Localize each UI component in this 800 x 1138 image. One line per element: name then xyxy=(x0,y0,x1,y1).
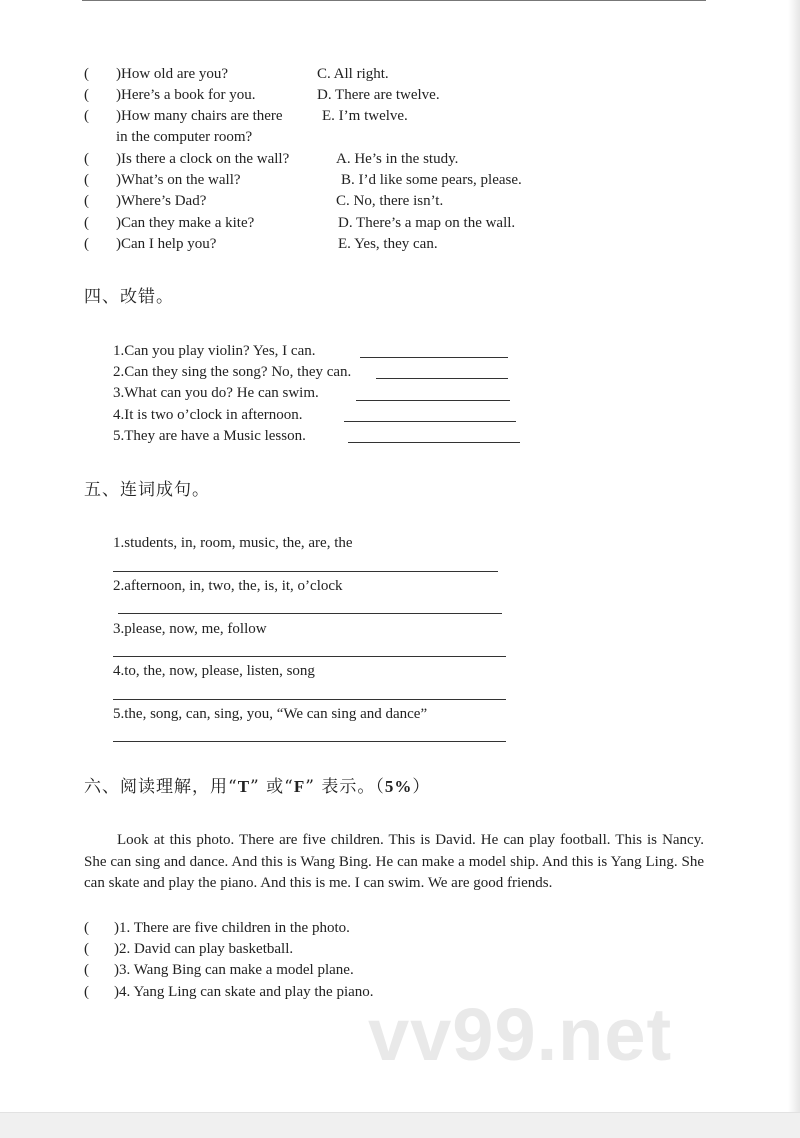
answer-line[interactable] xyxy=(344,421,516,422)
paren: ( xyxy=(84,193,89,209)
list-item: 1.students, in, room, music, the, are, the xyxy=(113,535,353,551)
answer-line[interactable] xyxy=(113,699,506,700)
question: )1. There are five children in the photo. xyxy=(114,920,350,936)
list-item: 2.Can they sing the song? No, they can. xyxy=(113,364,352,380)
answer: E. I’m twelve. xyxy=(322,108,408,124)
answer-line[interactable] xyxy=(113,571,498,572)
watermark: vv99.net xyxy=(368,993,673,1076)
paren: ( xyxy=(84,87,89,103)
paren: ( xyxy=(84,66,89,82)
question: )Here’s a book for you. xyxy=(116,87,256,103)
list-item: 3.What can you do? He can swim. xyxy=(113,385,319,401)
question: )Can I help you? xyxy=(116,236,217,252)
paren: ( xyxy=(84,151,89,167)
title-end: ） xyxy=(412,777,431,797)
top-rule xyxy=(82,0,706,1)
answer: D. There are twelve. xyxy=(317,87,440,103)
question: )3. Wang Bing can make a model plane. xyxy=(114,962,354,978)
question: )What’s on the wall? xyxy=(116,172,241,188)
answer: B. I’d like some pears, please. xyxy=(341,172,522,188)
question: )Can they make a kite? xyxy=(116,215,255,231)
answer: D. There’s a map on the wall. xyxy=(338,215,516,231)
paren: ( xyxy=(84,172,89,188)
t-letter: T xyxy=(237,777,251,796)
answer-line[interactable] xyxy=(348,442,520,443)
score: 5% xyxy=(384,777,413,796)
answer-line[interactable] xyxy=(360,357,508,358)
paren: ( xyxy=(84,962,89,978)
list-item: 2.afternoon, in, two, the, is, it, o’clock xyxy=(113,578,343,594)
title-suffix: ” 表示。（ xyxy=(305,777,385,797)
section4-title: 四、改错。 xyxy=(84,287,174,307)
list-item: 4.It is two o’clock in afternoon. xyxy=(113,407,303,423)
paren: ( xyxy=(84,941,89,957)
question: )How old are you? xyxy=(116,66,229,82)
list-item: 5.They are have a Music lesson. xyxy=(113,428,306,444)
title-prefix: 六、阅读理解，用“ xyxy=(84,777,238,797)
paren: ( xyxy=(84,984,89,1000)
title-mid: ” 或“ xyxy=(250,777,294,797)
list-item: 1.Can you play violin? Yes, I can. xyxy=(113,343,316,359)
reading-passage: Look at this photo. There are five children. This is David. He can play football. This is Nancy. She can sing and dance. And this is Wang Bing. He can make a model ship. And this is Yang Ling. She can skate and play the piano. And this is me. I can swim. We are good friends. xyxy=(84,832,704,891)
question: )How many chairs are there xyxy=(116,108,283,124)
paren: ( xyxy=(84,215,89,231)
f-letter: F xyxy=(293,777,306,796)
answer-line[interactable] xyxy=(376,378,508,379)
answer: C. No, there isn’t. xyxy=(336,193,444,209)
list-item: 4.to, the, now, please, listen, song xyxy=(113,663,315,679)
list-item: 3.please, now, me, follow xyxy=(113,621,267,637)
question: )4. Yang Ling can skate and play the piano. xyxy=(114,984,374,1000)
page-edge-shadow xyxy=(788,0,800,1137)
list-item: 5.the, song, can, sing, you, “We can sing and dance” xyxy=(113,706,428,722)
page-bottom-band xyxy=(0,1112,800,1138)
section5-title: 五、连词成句。 xyxy=(84,480,210,500)
answer-line[interactable] xyxy=(118,613,502,614)
answer: C. All right. xyxy=(317,66,389,82)
answer-line[interactable] xyxy=(113,656,506,657)
answer-line[interactable] xyxy=(113,741,506,742)
section6-title xyxy=(84,777,430,797)
paren: ( xyxy=(84,920,89,936)
question: )2. David can play basketball. xyxy=(114,941,294,957)
answer: A. He’s in the study. xyxy=(336,151,459,167)
answer: E. Yes, they can. xyxy=(338,236,438,252)
paren: ( xyxy=(84,108,89,124)
answer-line[interactable] xyxy=(356,400,510,401)
question: )Is there a clock on the wall? xyxy=(116,151,290,167)
question-continuation: in the computer room? xyxy=(116,129,253,145)
paren: ( xyxy=(84,236,89,252)
question: )Where’s Dad? xyxy=(116,193,207,209)
